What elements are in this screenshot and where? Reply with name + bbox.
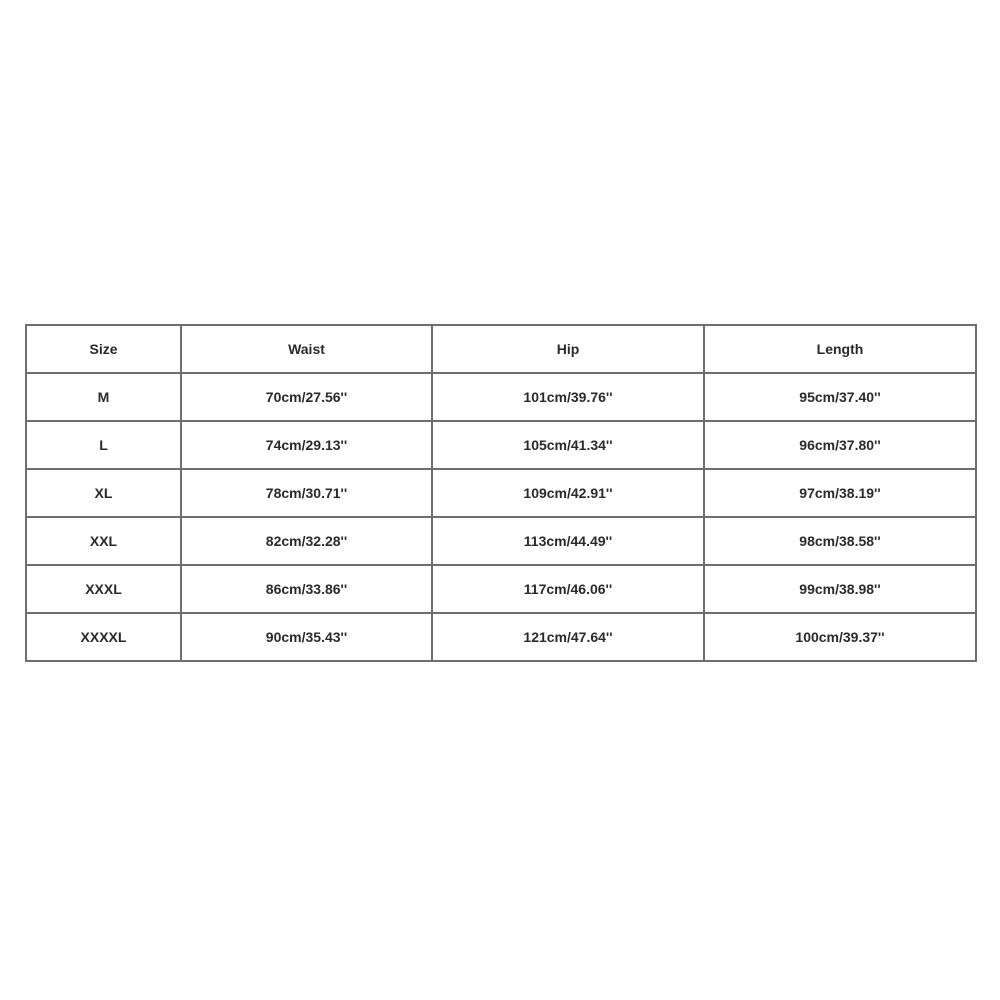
cell-hip: 117cm/46.06'' <box>432 565 704 613</box>
table-body <box>26 373 976 661</box>
table-row <box>26 421 976 469</box>
cell-length: 99cm/38.98'' <box>704 565 976 613</box>
cell-waist: 90cm/35.43'' <box>181 613 432 661</box>
table-row <box>26 565 976 613</box>
table-header <box>26 325 976 373</box>
cell-size: L <box>26 421 181 469</box>
cell-waist: 74cm/29.13'' <box>181 421 432 469</box>
header-waist: Waist <box>181 325 432 373</box>
table-row <box>26 613 976 661</box>
cell-hip: 113cm/44.49'' <box>432 517 704 565</box>
header-size: Size <box>26 325 181 373</box>
header-length: Length <box>704 325 976 373</box>
table-row <box>26 517 976 565</box>
cell-waist: 78cm/30.71'' <box>181 469 432 517</box>
cell-size: XXXL <box>26 565 181 613</box>
header-hip: Hip <box>432 325 704 373</box>
cell-hip: 109cm/42.91'' <box>432 469 704 517</box>
header-row <box>26 325 976 373</box>
table-row <box>26 469 976 517</box>
cell-length: 98cm/38.58'' <box>704 517 976 565</box>
cell-hip: 105cm/41.34'' <box>432 421 704 469</box>
size-chart-table <box>25 324 977 662</box>
cell-size: XXL <box>26 517 181 565</box>
cell-size: XXXXL <box>26 613 181 661</box>
cell-length: 100cm/39.37'' <box>704 613 976 661</box>
cell-length: 96cm/37.80'' <box>704 421 976 469</box>
cell-length: 97cm/38.19'' <box>704 469 976 517</box>
cell-waist: 70cm/27.56'' <box>181 373 432 421</box>
table-row <box>26 373 976 421</box>
cell-hip: 121cm/47.64'' <box>432 613 704 661</box>
cell-size: XL <box>26 469 181 517</box>
cell-waist: 82cm/32.28'' <box>181 517 432 565</box>
cell-length: 95cm/37.40'' <box>704 373 976 421</box>
cell-size: M <box>26 373 181 421</box>
cell-waist: 86cm/33.86'' <box>181 565 432 613</box>
cell-hip: 101cm/39.76'' <box>432 373 704 421</box>
